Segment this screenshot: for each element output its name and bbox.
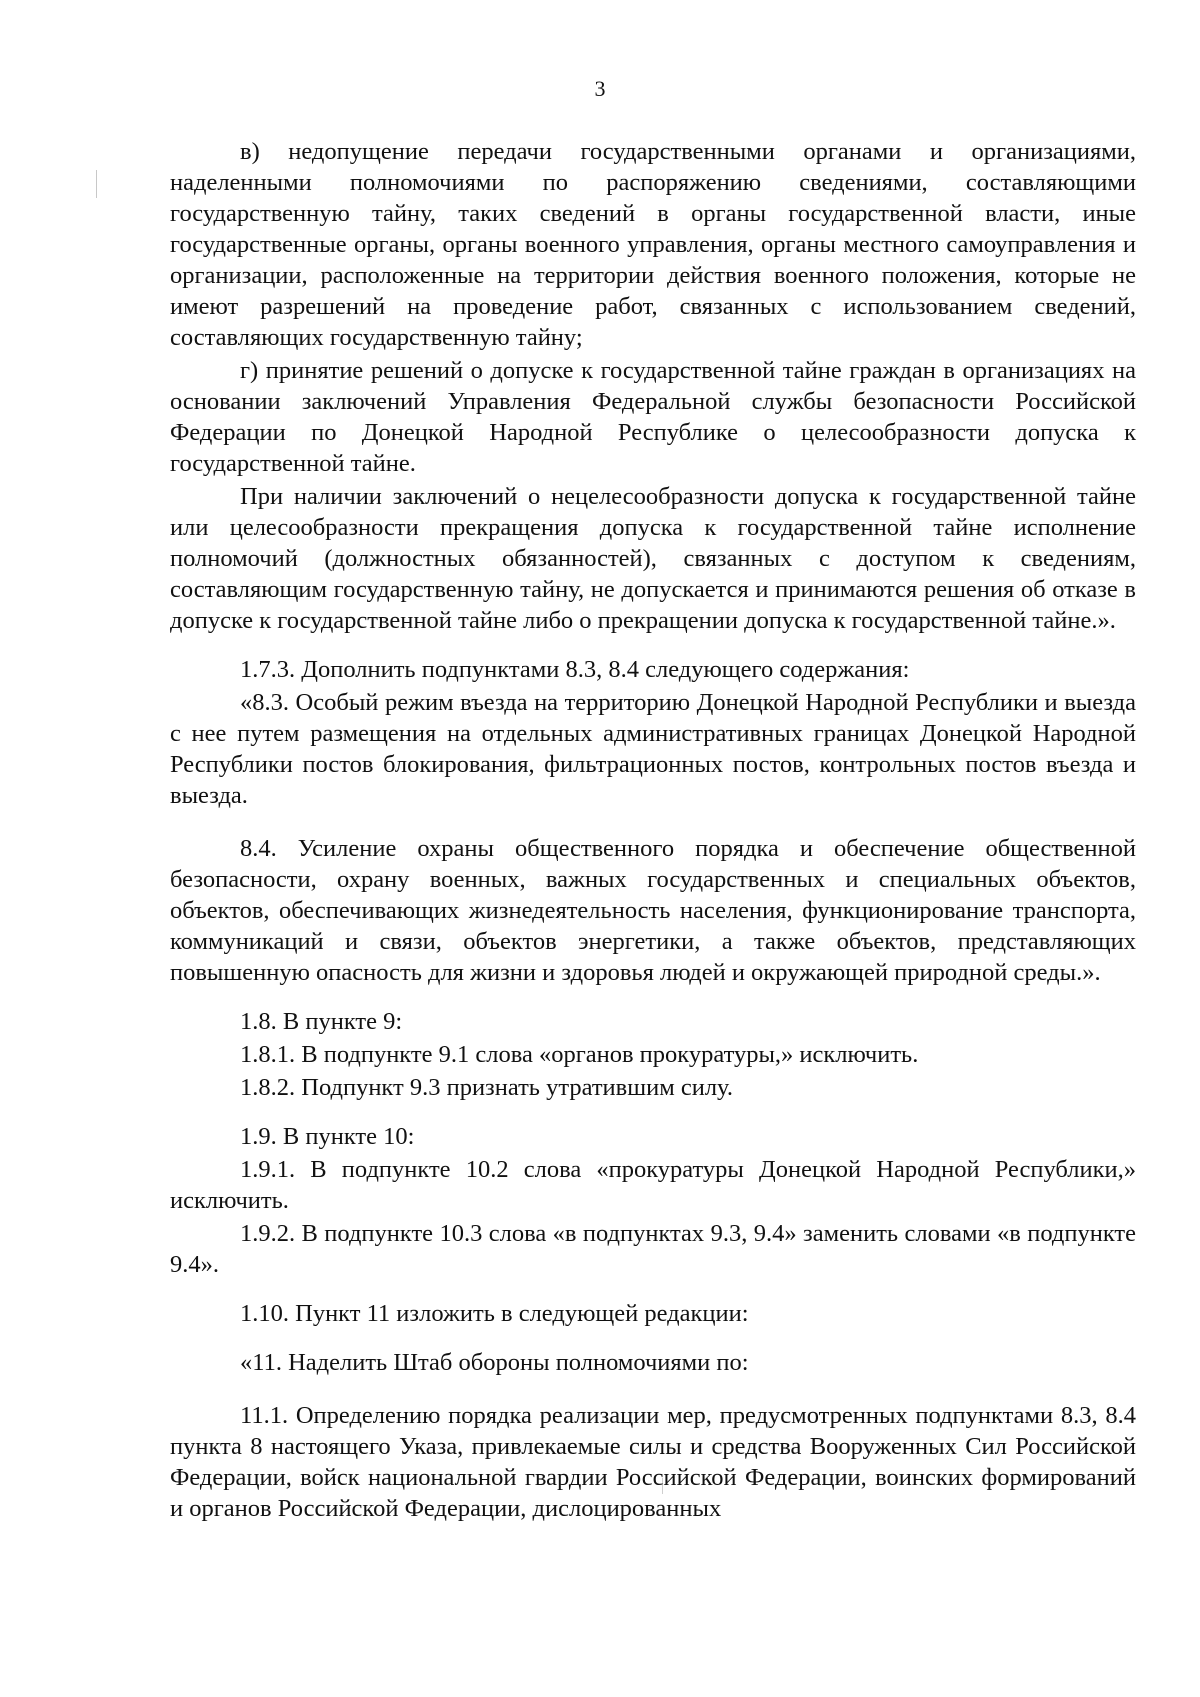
clause-11: «11. Наделить Штаб обороны полномочиями по:	[240, 1349, 749, 1376]
paragraph-clearance-refusal: При наличии заключений о нецелесообразности допуска к государственной тайне или целесообразности прекращения допуска к государственной тайне исполнение полномочий (должностных обязанностей), связанных с доступом к сведениям, составляющим государственную тайну, не допускается и принимаются решения об отказе в допуске к государственной тайне либо о прекращении допуска к государственной тайне.».	[170, 483, 1136, 634]
clause-8-3: «8.3. Особый режим въезда на территорию Донецкой Народной Республики и выезда с нее путем размещения на отдельных административных границах Донецкой Народной Республики постов блокирования, фильтрационных постов, контрольных постов въезда и выезда.	[170, 689, 1136, 809]
page-number: 3	[594, 76, 606, 101]
paragraph-g: г) принятие решений о допуске к государственной тайне граждан в организациях на основании заключений Управления Федеральной службы безопасности Российской Федерации по Донецкой Народной Республике о целесообразности допуска к государственной тайне.	[170, 357, 1136, 477]
clause-1-8-2: 1.8.2. Подпункт 9.3 признать утратившим силу.	[240, 1074, 733, 1101]
clause-8-4: 8.4. Усиление охраны общественного порядка и обеспечение общественной безопасности, охрану военных, важных государственных и специальных объектов, объектов, обеспечивающих жизнедеятельность населения, функционирование транспорта, коммуникаций и связи, объектов энергетики, а также объектов, представляющих повышенную опасность для жизни и здоровья людей и окружающей природной среды.».	[170, 835, 1136, 986]
clause-1-10: 1.10. Пункт 11 изложить в следующей редакции:	[240, 1300, 749, 1327]
clause-1-8-1: 1.8.1. В подпункте 9.1 слова «органов прокуратуры,» исключить.	[240, 1041, 919, 1068]
scan-mark	[96, 170, 97, 198]
clause-1-9: 1.9. В пункте 10:	[240, 1123, 415, 1150]
clause-1-9-1: 1.9.1. В подпункте 10.2 слова «прокуратуры Донецкой Народной Республики,» исключить.	[170, 1156, 1136, 1214]
clause-11-1: 11.1. Определению порядка реализации мер, предусмотренных подпунктами 8.3, 8.4 пункта 8 настоящего Указа, привлекаемые силы и средства Вооруженных Сил Российской Федерации, войск национальной гвардии Российской Федерации, воинских формирований и органов Российской Федерации, дислоцированных	[170, 1402, 1136, 1522]
clause-1-9-2: 1.9.2. В подпункте 10.3 слова «в подпунктах 9.3, 9.4» заменить словами «в подпункте 9.4».	[170, 1220, 1136, 1278]
document-body	[170, 136, 1136, 1524]
clause-1-8: 1.8. В пункте 9:	[240, 1008, 403, 1035]
paragraph-v: в) недопущение передачи государственными органами и организациями, наделенными полномочиями по распоряжению сведениями, составляющими государственную тайну, таких сведений в органы государственной власти, иные государственные органы, органы военного управления, органы местного самоуправления и организации, расположенные на территории действия военного положения, которые не имеют разрешений на проведение работ, связанных с использованием сведений, составляющих государственную тайну;	[170, 138, 1136, 351]
clause-1-7-3: 1.7.3. Дополнить подпунктами 8.3, 8.4 следующего содержания:	[240, 656, 910, 683]
